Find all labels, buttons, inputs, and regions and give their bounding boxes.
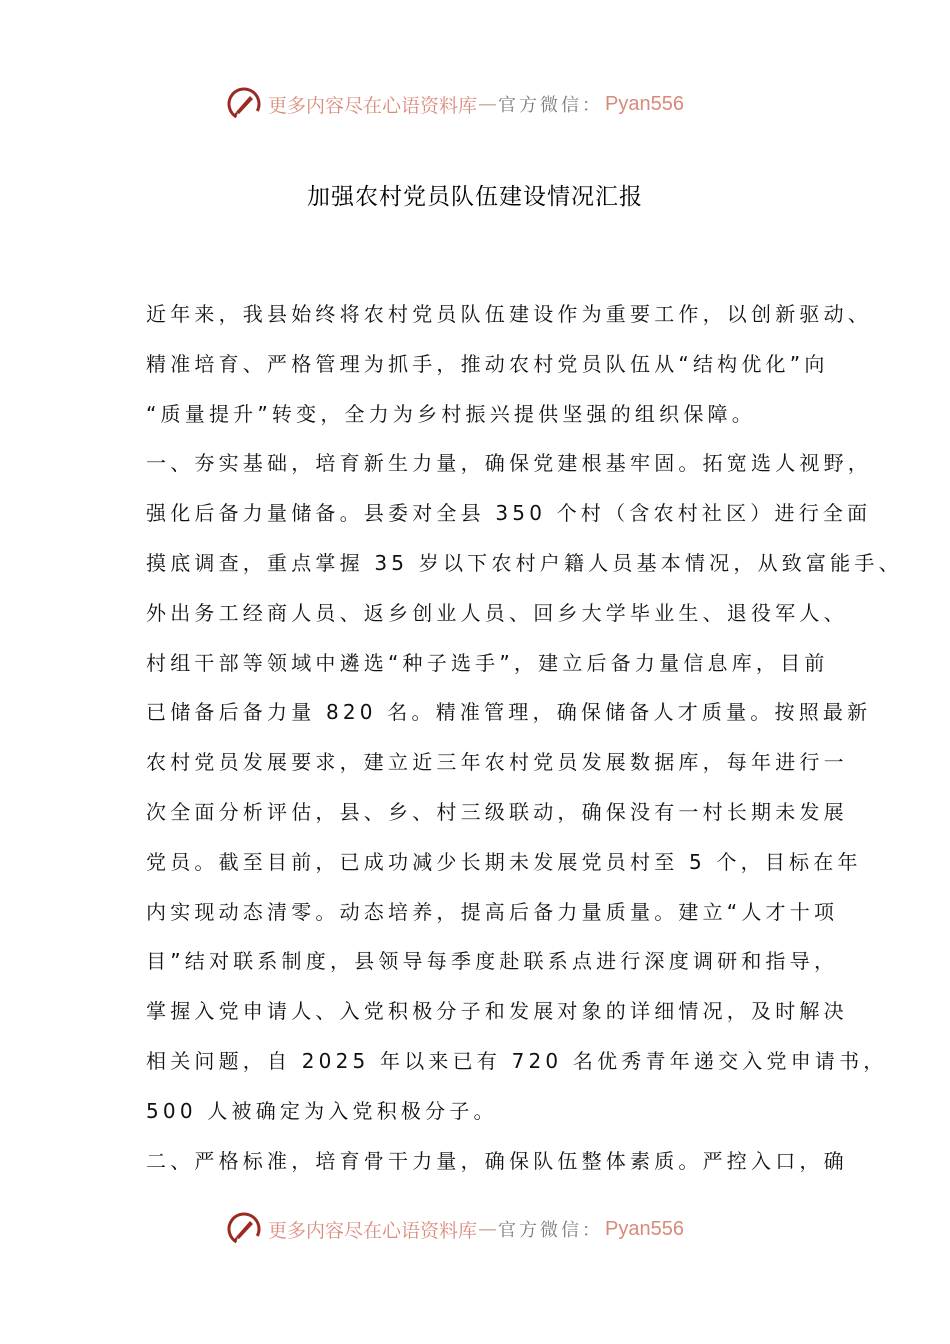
- body-line: 目”结对联系制度，县领导每季度赴联系点进行深度调研和指导，: [146, 949, 839, 974]
- watermark-official-label: 官方微信：: [498, 95, 604, 116]
- body-line: 已储备后备力量 820 名。精准管理，确保储备人才质量。按照最新: [146, 700, 872, 725]
- watermark-dash: —: [478, 93, 498, 115]
- body-line: 摸底调查，重点掌握 35 岁以下农村户籍人员基本情况，从致富能手、: [146, 550, 903, 575]
- body-line: 外出务工经商人员、返乡创业人员、回乡大学毕业生、退役军人、: [146, 600, 848, 625]
- header-watermark: [226, 84, 684, 124]
- section-heading-line: 一、夯实基础，培育新生力量，确保党建根基牢固。拓宽选人视野，: [146, 451, 872, 476]
- section-heading-line: 二、严格标准，培育骨干力量，确保队伍整体素质。严控入口，确: [146, 1148, 848, 1173]
- body-line: 内实现动态清零。动态培养，提高后备力量质量。建立“人才十项: [146, 899, 839, 924]
- document-title: 加强农村党员队伍建设情况汇报: [307, 184, 643, 210]
- body-line: “质量提升”转变，全力为乡村振兴提供坚强的组织保障。: [146, 401, 756, 426]
- watermark-wechat-id: Pyan556: [605, 92, 684, 115]
- watermark-wechat-id: Pyan556: [605, 1217, 684, 1240]
- quill-pen-icon: [226, 1211, 262, 1247]
- footer-watermark: [226, 1209, 684, 1249]
- body-line: 农村党员发展要求，建立近三年农村党员发展数据库，每年进行一: [146, 750, 848, 775]
- body-line: 近年来，我县始终将农村党员队伍建设作为重要工作，以创新驱动、: [146, 302, 872, 326]
- document-body: [146, 294, 903, 1190]
- body-line: 次全面分析评估，县、乡、村三级联动，确保没有一村长期未发展: [146, 799, 848, 824]
- watermark-dash: —: [478, 1218, 498, 1240]
- watermark-official-label: 官方微信：: [498, 1220, 604, 1241]
- body-line: 精准培育、严格管理为抓手，推动农村党员队伍从“结构优化”向: [146, 351, 829, 376]
- body-line: 村组干部等领域中遴选“种子选手”，建立后备力量信息库，目前: [146, 650, 829, 675]
- body-line: 强化后备力量储备。县委对全县 350 个村（含农村社区）进行全面: [146, 501, 872, 526]
- watermark-main-text: 更多内容尽在心语资料库: [268, 94, 478, 117]
- body-line: 党员。截至目前，已成功减少长期未发展党员村至 5 个，目标在年: [146, 849, 862, 874]
- body-line: 500 人被确定为入党积极分子。: [146, 1098, 498, 1123]
- watermark-main-text: 更多内容尽在心语资料库: [268, 1219, 478, 1242]
- body-line: 掌握入党申请人、入党积极分子和发展对象的详细情况，及时解决: [146, 999, 848, 1024]
- quill-pen-icon: [226, 86, 262, 122]
- body-line: 相关问题，自 2025 年以来已有 720 名优秀青年递交入党申请书，: [146, 1048, 888, 1073]
